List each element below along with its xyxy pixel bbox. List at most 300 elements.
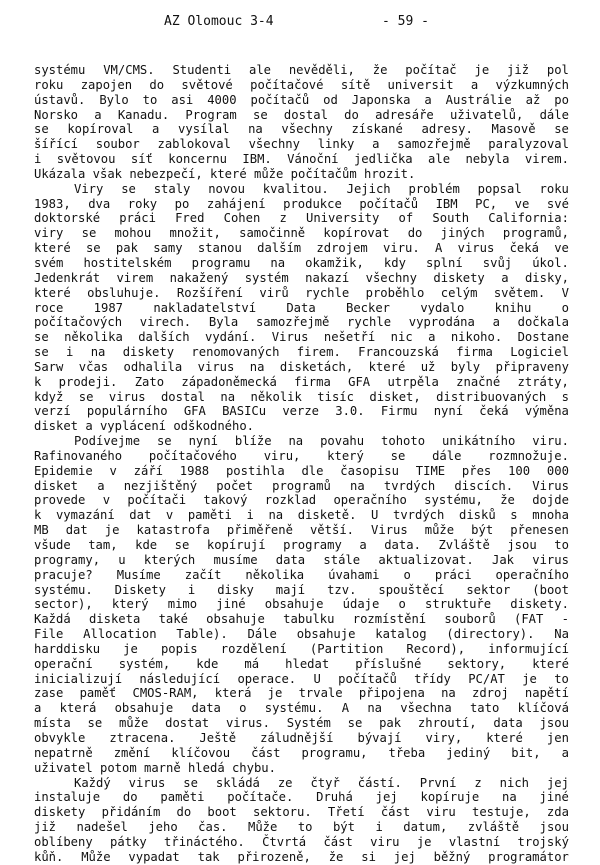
word: ústavů. — [34, 92, 86, 107]
word: několika — [245, 567, 305, 582]
paragraph — [34, 776, 569, 865]
word: také — [158, 612, 188, 627]
word: of — [398, 211, 414, 226]
word: klíčovou — [171, 745, 231, 760]
word: čeká — [509, 241, 539, 256]
word: celým — [440, 285, 478, 300]
word: být — [332, 820, 355, 835]
word: následující — [139, 671, 221, 686]
paragraph — [34, 434, 569, 775]
text-line — [34, 746, 569, 761]
word: A — [435, 241, 443, 256]
word: výzkumných — [495, 77, 569, 92]
text-line — [34, 568, 569, 583]
word: University — [305, 211, 380, 226]
word: nyní — [433, 404, 464, 419]
word: jiných — [440, 226, 485, 241]
word: Zvláště — [438, 538, 490, 552]
word: knihu — [494, 300, 532, 315]
word: klíčová — [517, 701, 569, 716]
word: ztracena. — [109, 730, 176, 745]
word: systému, — [424, 493, 483, 508]
word: počítač — [405, 63, 457, 77]
word: počítače. — [227, 790, 294, 805]
word: nebyla — [465, 152, 510, 167]
word: na — [248, 122, 263, 137]
text-line — [34, 464, 569, 479]
word: sítě — [340, 77, 371, 92]
word: Třetí — [327, 805, 365, 820]
word: to — [554, 538, 569, 552]
word: část — [251, 745, 281, 760]
word: jej — [393, 849, 416, 864]
word: tvrdých — [383, 478, 436, 493]
word: bývají — [357, 730, 402, 745]
word: se — [87, 716, 103, 731]
word: ze — [277, 775, 293, 790]
word: ale — [428, 152, 451, 167]
word: potom — [100, 760, 137, 775]
word: zhroutí, — [417, 716, 477, 731]
word: adresy. — [421, 122, 473, 137]
word: postihla — [225, 463, 285, 478]
word: a — [94, 107, 102, 122]
word: chybu. — [231, 760, 276, 775]
word: se — [78, 389, 94, 404]
word: tzv. — [327, 582, 357, 597]
word: discích. — [454, 478, 514, 493]
word: Norsko — [34, 107, 79, 122]
word: systému — [34, 63, 86, 77]
word: několika — [64, 330, 123, 345]
text-line — [34, 805, 569, 820]
word: souborů — [444, 612, 496, 627]
word: Virus — [271, 330, 309, 345]
text-line — [34, 78, 569, 93]
word: nebezpečí, — [129, 166, 203, 181]
word: Může — [247, 820, 278, 835]
word: k — [34, 374, 42, 389]
word: nic — [390, 330, 413, 345]
word: viru — [426, 805, 456, 820]
word: systém, — [118, 656, 171, 671]
word: dostat — [165, 716, 210, 731]
word: je — [267, 686, 283, 701]
word: je — [104, 523, 120, 538]
word: odškodného. — [173, 419, 255, 434]
word: o — [561, 300, 569, 315]
word: přenesen — [510, 523, 569, 538]
word: která — [214, 686, 252, 701]
text-line — [34, 211, 569, 226]
word: po — [554, 92, 569, 107]
word: může — [253, 166, 284, 181]
word: dle — [301, 463, 324, 478]
word: viru. — [532, 434, 569, 449]
word: se — [183, 775, 198, 790]
word: světové — [181, 77, 233, 92]
word: Program — [185, 107, 237, 122]
word: novou — [208, 181, 245, 196]
word: 1983, — [34, 196, 71, 211]
word: programu, — [301, 745, 368, 760]
word: mnoha — [532, 508, 569, 523]
word: viry, — [425, 730, 463, 745]
word: které — [486, 730, 523, 745]
word: jen — [546, 730, 569, 745]
word: Každý — [74, 775, 111, 790]
word: kde — [135, 538, 158, 552]
word: Record), — [406, 641, 466, 656]
word: roku — [34, 77, 64, 92]
text-line — [34, 508, 569, 523]
word: které — [34, 241, 71, 256]
word: už — [420, 359, 436, 374]
word: zahájení — [206, 196, 266, 211]
word: operačního — [333, 493, 407, 508]
word: do — [122, 790, 138, 805]
word: viru, — [263, 448, 301, 463]
word: katalog — [375, 627, 427, 642]
word: začít — [184, 567, 222, 582]
text-line — [34, 390, 569, 405]
word: instaluje — [34, 790, 101, 805]
word: stále — [323, 552, 361, 567]
word: počítači — [127, 493, 187, 508]
word: virem. — [524, 152, 569, 167]
word: kůň. — [34, 849, 64, 864]
word: může — [424, 523, 455, 538]
word: Francouzská — [358, 345, 439, 360]
text-line — [34, 731, 569, 746]
word: virem — [116, 270, 154, 285]
word: disket — [34, 419, 79, 434]
text-line — [34, 315, 569, 330]
word: katastrofa — [136, 523, 210, 538]
word: část — [380, 805, 411, 820]
text-line — [34, 820, 569, 835]
word: jiné — [216, 597, 246, 612]
word: Rafinovaného — [34, 448, 123, 463]
word: Zato — [134, 374, 165, 389]
text-line — [34, 197, 569, 212]
word: počítačů — [338, 671, 397, 686]
word: virus — [197, 359, 235, 374]
word: MB — [34, 523, 49, 538]
text-line — [34, 375, 569, 390]
word: i — [66, 345, 74, 360]
word: samočinně — [239, 226, 306, 241]
word: soubor — [95, 137, 140, 152]
text-line — [34, 523, 569, 538]
word: nakažený — [169, 270, 229, 285]
word: disky, — [524, 270, 569, 285]
word: o — [398, 597, 406, 612]
word: dočkala — [517, 315, 569, 330]
word: počet — [216, 478, 253, 493]
word: jeho — [148, 820, 178, 835]
word: vyplácení — [99, 419, 167, 434]
word: se — [34, 122, 49, 137]
word: z — [279, 211, 287, 226]
word: již — [34, 820, 57, 835]
word: včas — [78, 359, 109, 374]
word: sektor — [466, 582, 511, 597]
word: operační — [34, 656, 93, 671]
word: že — [328, 849, 344, 864]
text-line — [34, 761, 569, 776]
text-line — [34, 642, 569, 657]
word: údaje — [342, 597, 380, 612]
word: dat — [129, 508, 152, 523]
word: disketě. — [297, 508, 357, 523]
word: až — [525, 92, 541, 107]
word: má — [244, 656, 260, 671]
word: všechny — [365, 270, 417, 285]
word: sector), — [34, 597, 93, 612]
word: inicializují — [34, 671, 123, 686]
word: se — [174, 538, 190, 552]
text-line — [34, 716, 569, 731]
word: a — [359, 538, 367, 552]
word: nevěděli, — [288, 63, 355, 77]
text-line — [34, 286, 569, 301]
word: do — [176, 805, 192, 820]
word: nadešel — [76, 820, 128, 835]
word: produkce — [283, 196, 342, 211]
text-line — [34, 597, 569, 612]
word: diskety — [433, 270, 485, 285]
word: se — [554, 122, 569, 137]
word: paměť — [79, 686, 117, 701]
word: i — [246, 508, 254, 523]
word: již — [507, 63, 530, 77]
text-line — [34, 167, 569, 182]
word: dat — [65, 523, 88, 538]
word: připraveny — [495, 359, 569, 374]
body-text — [34, 63, 569, 865]
word: linky — [317, 137, 355, 152]
word: Dále — [247, 627, 277, 642]
word: se — [156, 434, 172, 449]
word: První — [419, 775, 457, 790]
word: V — [561, 285, 569, 300]
word: CMOS-RAM, — [132, 686, 199, 701]
word: povahu — [320, 434, 365, 449]
word: část — [323, 834, 353, 849]
word: dalším — [257, 241, 302, 256]
word: se — [85, 241, 101, 256]
word: paralyzoval — [488, 137, 569, 152]
word: takový — [203, 493, 248, 508]
word: po — [174, 196, 190, 211]
word: data — [275, 552, 306, 567]
word: samy — [153, 241, 183, 256]
word: září — [133, 463, 163, 478]
word: z — [474, 775, 482, 790]
word: bit, — [511, 745, 541, 760]
word: přiměřeně — [226, 523, 293, 538]
text-line — [34, 137, 569, 152]
word: viru. — [383, 241, 420, 256]
word: operačního — [495, 567, 569, 582]
word: přidáním — [101, 805, 161, 820]
word: počítačové — [250, 77, 324, 92]
word: všude — [34, 538, 71, 552]
word: disketa — [88, 612, 141, 627]
word: běžný — [433, 849, 471, 864]
word: které — [532, 656, 569, 671]
word: marně — [143, 760, 181, 775]
word: rychle — [305, 285, 350, 300]
word: musíme — [213, 552, 258, 567]
word: nikoho. — [450, 330, 503, 345]
word: Podívejme — [74, 434, 141, 449]
word: kde — [196, 656, 219, 671]
word: mají — [275, 582, 306, 597]
word: hledá — [187, 760, 225, 775]
text-line — [34, 182, 569, 197]
word: programy, — [34, 552, 101, 567]
word: adresáře — [375, 107, 434, 122]
word: (FAT — [514, 612, 544, 627]
word: kterých — [143, 552, 196, 567]
word: dostal — [283, 107, 328, 122]
word: několik — [250, 389, 302, 404]
word: proběhlo — [365, 285, 425, 300]
word: časopisu — [340, 463, 399, 478]
text-line — [34, 701, 569, 716]
word: okamžik, — [305, 255, 364, 270]
word: diskety — [34, 805, 86, 820]
word: popis — [160, 641, 198, 656]
word: data — [493, 716, 523, 731]
word: které — [34, 285, 71, 300]
word: Data — [286, 300, 316, 315]
word: 3.0. — [335, 404, 365, 419]
word: že — [500, 493, 515, 508]
word: rozdělení — [220, 641, 287, 656]
text-line — [34, 241, 569, 256]
word: diskety — [122, 345, 175, 360]
word: virus — [457, 241, 495, 256]
word: se — [347, 716, 363, 731]
word: ztráty, — [517, 374, 569, 389]
word: přes — [461, 463, 492, 478]
word: kopíruje — [420, 790, 480, 805]
word: do — [407, 226, 423, 241]
word: Dostane — [517, 330, 569, 345]
text-line — [34, 835, 569, 850]
word: o — [239, 701, 247, 716]
word: obsahuje — [296, 627, 356, 642]
word: jej — [375, 790, 398, 805]
word: zapojen — [80, 77, 133, 92]
word: to — [142, 92, 158, 107]
word: tvrdých — [393, 508, 445, 523]
word: systém — [244, 270, 289, 285]
running-title: AZ Olomouc 3-4 — [164, 14, 274, 29]
word: v — [109, 463, 117, 478]
word: prodeji. — [58, 374, 118, 389]
word: přirozeně, — [237, 849, 311, 864]
word: obsahuje — [264, 597, 324, 612]
word: se — [253, 107, 268, 122]
text-line — [34, 850, 569, 865]
word: Rozšíření — [176, 285, 243, 300]
word: Jejich — [346, 181, 391, 196]
word: Každá — [34, 612, 71, 627]
word: počítačům — [290, 166, 357, 181]
word: že — [372, 63, 388, 77]
word: testuje, — [471, 805, 531, 820]
word: disky — [217, 582, 254, 597]
word: i — [375, 820, 383, 835]
paragraph — [34, 182, 569, 434]
word: světem. — [493, 285, 546, 300]
word: 000 — [546, 463, 569, 478]
word: programů, — [502, 226, 569, 241]
word: třeba — [388, 745, 426, 760]
word: Na — [554, 627, 569, 642]
word: částí. — [357, 775, 402, 790]
word: - — [561, 612, 569, 627]
word: se — [34, 345, 49, 360]
word: skládá — [215, 775, 260, 790]
word: dále — [432, 448, 462, 463]
word: kdy — [383, 255, 406, 270]
word: PC, — [475, 196, 498, 211]
word: Studenti — [172, 63, 232, 77]
word: Virus — [532, 478, 569, 493]
word: programátor — [488, 849, 569, 864]
word: GFA — [183, 404, 206, 419]
word: se — [81, 226, 97, 241]
word: virů — [259, 285, 289, 300]
word: sektoru. — [253, 805, 312, 820]
word: Firmu — [380, 404, 418, 419]
word: A — [341, 701, 350, 716]
word: a — [97, 478, 105, 493]
word: roku — [539, 181, 569, 196]
word: viru — [370, 834, 400, 849]
word: unikátního — [441, 434, 516, 449]
word: diskety. — [510, 597, 569, 612]
word: jej — [546, 775, 569, 790]
word: tato — [469, 701, 500, 716]
word: firma — [456, 345, 493, 360]
word: operace. — [237, 671, 297, 686]
word: se — [34, 330, 49, 345]
text-line — [34, 301, 569, 316]
page-number: - 59 - — [382, 14, 429, 29]
word: vyprodána — [408, 315, 475, 330]
word: a — [470, 77, 479, 92]
word: rychle — [347, 315, 392, 330]
word: je — [522, 671, 537, 686]
word: množit, — [169, 226, 221, 241]
word: disketách, — [279, 359, 354, 374]
word: ale — [248, 63, 271, 77]
word: na — [220, 389, 236, 404]
text-line — [34, 108, 569, 123]
word: do — [344, 107, 359, 122]
word: Ještě — [199, 730, 237, 745]
word: struktuře — [425, 597, 492, 612]
word: virus — [532, 552, 569, 567]
word: se — [390, 448, 406, 463]
word: tisíc — [317, 389, 354, 404]
